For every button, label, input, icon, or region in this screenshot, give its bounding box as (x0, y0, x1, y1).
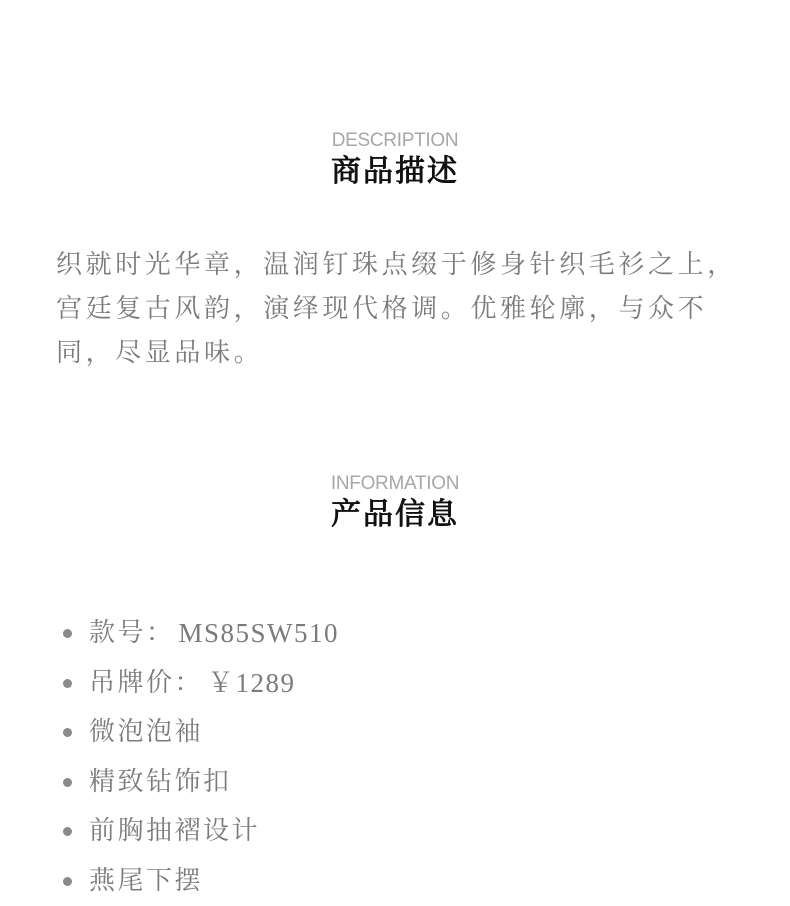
item-label: 燕尾下摆 (89, 857, 203, 906)
list-item (60, 807, 339, 857)
description-body: 织就时光华章，温润钉珠点缀于修身针织毛衫之上，宫廷复古风韵，演绎现代格调。优雅轮廓，与众不同，尽显品味。 (56, 243, 746, 375)
item-value: ￥1289 (207, 659, 296, 709)
list-item (60, 609, 339, 659)
information-header (0, 473, 790, 533)
item-label: 款号： (89, 609, 175, 659)
bullet-dot-icon (63, 728, 72, 737)
item-label: 前胸抽褶设计 (89, 807, 260, 857)
description-header (0, 130, 790, 190)
item-label: 精致钻饰扣 (89, 758, 232, 808)
list-item (60, 708, 339, 758)
item-label: 微泡泡袖 (89, 708, 203, 758)
information-eyebrow: INFORMATION (0, 473, 790, 495)
bullet-dot-icon (63, 827, 72, 836)
information-list (60, 609, 339, 906)
list-item (60, 758, 339, 808)
item-label: 吊牌价： (89, 659, 203, 709)
bullet-dot-icon (63, 877, 72, 886)
list-item (60, 857, 339, 906)
information-heading: 产品信息 (0, 497, 790, 533)
item-value: MS85SW510 (179, 609, 340, 659)
bullet-dot-icon (63, 629, 72, 638)
list-item (60, 659, 339, 709)
bullet-dot-icon (63, 778, 72, 787)
description-heading: 商品描述 (0, 154, 790, 190)
description-eyebrow: DESCRIPTION (0, 130, 790, 152)
bullet-dot-icon (63, 679, 72, 688)
